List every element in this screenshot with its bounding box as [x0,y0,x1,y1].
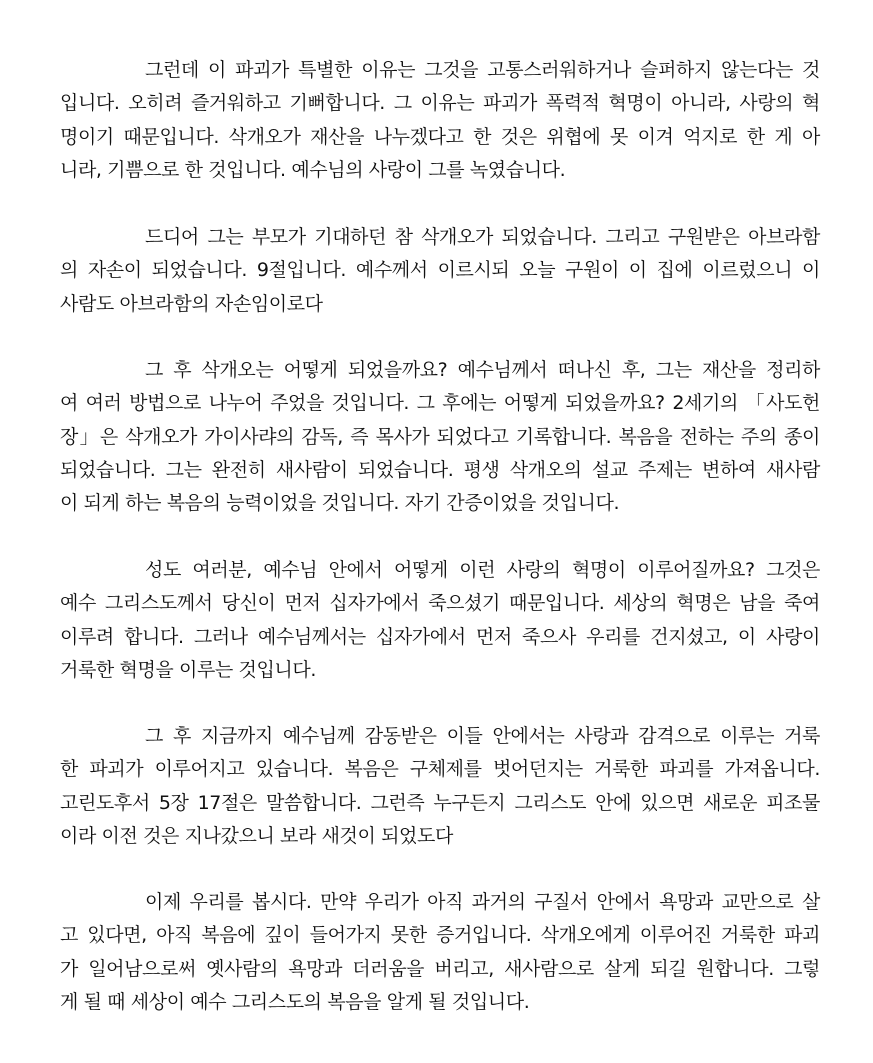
text-line: 게 될 때 세상이 예수 그리스도의 복음을 알게 될 것입니다. [60,990,530,1013]
text-line: 명이기 때문입니다. 삭개오가 재산을 나누겠다고 한 것은 위협에 못 이겨 억지로 한 게 아 [60,125,820,148]
text-line: 여 여러 방법으로 나누어 주었을 것입니다. 그 후에는 어떻게 되었을까요? 2세기의 「사도헌 [60,392,820,415]
text-line: 성도 여러분, 예수님 안에서 어떻게 이런 사랑의 혁명이 이루어질까요? 그것은 [145,559,820,581]
paragraph-5 [60,720,820,853]
paragraph-6 [60,886,820,1019]
text-line: 그런데 이 파괴가 특별한 이유는 그것을 고통스러워하거나 슬퍼하지 않는다는 것 [145,59,820,81]
text-line: 드디어 그는 부모가 기대하던 참 삭개오가 되었습니다. 그리고 구원받은 아브라함 [145,226,820,248]
text-line: 이 되게 하는 복음의 능력이었을 것입니다. 자기 간증이었을 것입니다. [60,492,620,515]
text-line: 거룩한 혁명을 이루는 것입니다. [60,658,316,681]
paragraph-2 [60,221,820,321]
paragraph-1 [60,54,820,187]
text-line: 이제 우리를 봅시다. 만약 우리가 아직 과거의 구질서 안에서 욕망과 교만으로 살 [145,891,820,913]
paragraph-4 [60,554,820,687]
text-line: 가 일어남으로써 옛사람의 욕망과 더러움을 버리고, 새사람으로 살게 되길 원합니다. 그렇 [60,957,820,980]
text-line: 사람도 아브라함의 자손임이로다 [60,292,323,315]
text-line: 고린도후서 5장 17절은 말씀합니다. 그런즉 누구든지 그리스도 안에 있으면 새로운 피조물 [60,791,820,814]
paragraph-3 [60,354,820,520]
text-line: 니라, 기쁨으로 한 것입니다. 예수님의 사랑이 그를 녹였습니다. [60,158,566,181]
text-line: 의 자손이 되었습니다. 9절입니다. 예수께서 이르시되 오늘 구원이 이 집에 이르렀으니 이 [60,259,820,282]
text-line: 되었습니다. 그는 완전히 새사람이 되었습니다. 평생 삭개오의 설교 주제는 변하여 새사람 [60,458,820,481]
text-line: 이루려 합니다. 그러나 예수님께서는 십자가에서 먼저 죽으사 우리를 건지셨고, 이 사랑이 [60,625,820,648]
text-line: 그 후 삭개오는 어떻게 되었을까요? 예수님께서 떠나신 후, 그는 재산을 정리하 [145,359,820,381]
text-line: 입니다. 오히려 즐거워하고 기뻐합니다. 그 이유는 파괴가 폭력적 혁명이 아니라, 사랑의 혁 [60,92,820,115]
text-line: 그 후 지금까지 예수님께 감동받은 이들 안에서는 사랑과 감격으로 이루는 거룩 [145,725,820,747]
text-line: 예수 그리스도께서 당신이 먼저 십자가에서 죽으셨기 때문입니다. 세상의 혁명은 남을 죽여 [60,592,820,615]
text-line: 장」은 삭개오가 가이사랴의 감독, 즉 목사가 되었다고 기록합니다. 복음을 전하는 주의 종이 [60,425,820,448]
text-line: 한 파괴가 이루어지고 있습니다. 복음은 구체제를 벗어던지는 거룩한 파괴를 가져옵니다. [60,758,820,781]
text-line: 이라 이전 것은 지나갔으니 보라 새것이 되었도다 [60,824,453,847]
text-line: 고 있다면, 아직 복음에 깊이 들어가지 못한 증거입니다. 삭개오에게 이루어진 거룩한 파괴 [60,924,820,947]
